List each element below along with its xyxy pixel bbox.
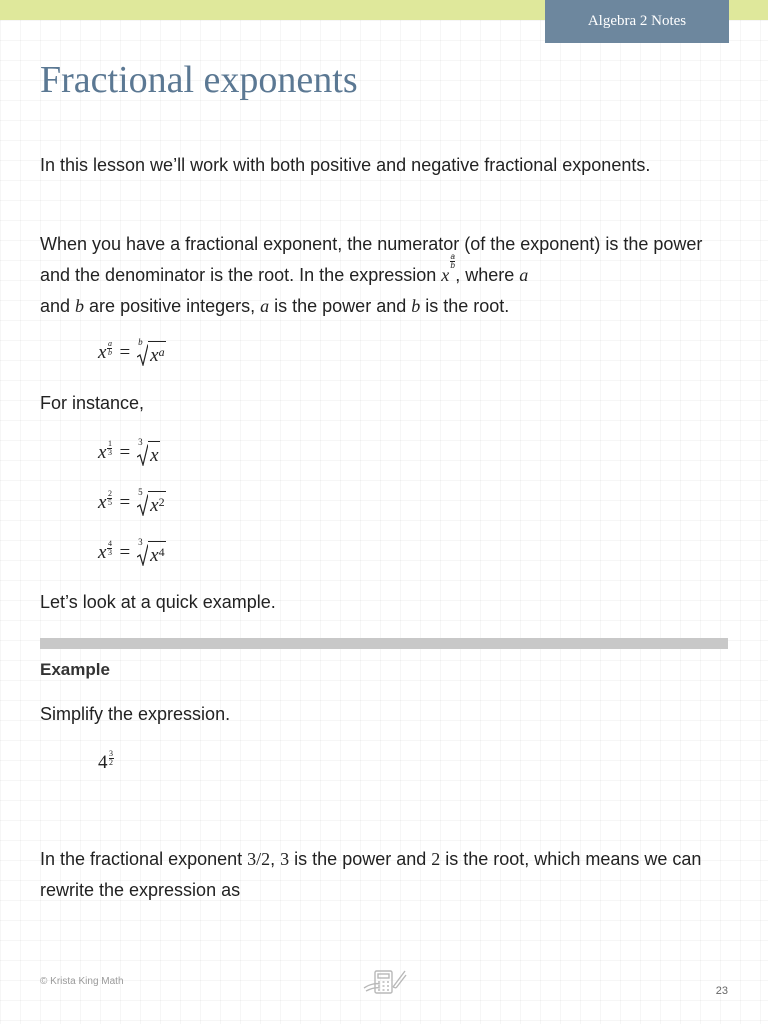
explanation-power: 3	[280, 849, 290, 869]
inline-b-var-2: b	[411, 296, 421, 316]
inline-x-var: x	[441, 265, 450, 285]
equals-sign: =	[119, 442, 131, 463]
instance-exponent-fraction	[107, 490, 112, 507]
definition-text-2: , where	[455, 265, 520, 285]
inline-b-var: b	[75, 296, 85, 316]
radical-icon	[137, 494, 148, 516]
inline-a-var: a	[519, 265, 529, 285]
radicand-power: 4	[158, 544, 165, 559]
example-heading: Example	[40, 660, 110, 679]
radical-icon	[137, 344, 148, 366]
radicand	[148, 491, 165, 516]
section-divider	[40, 638, 728, 649]
calculator-pencil-icon	[360, 966, 408, 1001]
definition-text-5: is the power and	[269, 296, 412, 316]
explanation-paragraph	[40, 844, 730, 906]
instance-base: x	[98, 492, 107, 513]
instance-equation-3	[98, 536, 166, 570]
radicand-base: x	[150, 544, 159, 566]
rule-denominator: b	[107, 347, 112, 357]
explanation-root: 2	[431, 849, 441, 869]
general-rule-equation	[98, 336, 166, 370]
radicand-power: a	[158, 344, 165, 359]
equals-sign: =	[119, 542, 131, 563]
radical-icon	[137, 544, 148, 566]
definition-text-3: and	[40, 296, 76, 316]
inline-exponent-denominator: b	[450, 261, 455, 270]
radicand-power: 2	[158, 494, 165, 509]
root-index: b	[138, 336, 143, 347]
instance-equation-2	[98, 486, 166, 520]
intro-paragraph: In this lesson we’ll work with both positive and negative fractional exponents.	[40, 155, 651, 175]
equals-sign: =	[119, 342, 131, 363]
definition-paragraph	[40, 229, 730, 322]
lead-in-text: Let’s look at a quick example.	[40, 592, 276, 612]
explanation-text-3: is the power and	[289, 849, 432, 869]
definition-text-1: When you have a fractional exponent, the numerator (of the exponent) is the power and the denominator is the root. In the expression	[40, 234, 703, 285]
page-title: Fractional exponents	[40, 59, 358, 101]
explanation-text-4: is the root, which means we can rewrite the expression as	[40, 849, 702, 900]
inline-exponent-numerator: a	[450, 252, 455, 261]
instance-base: x	[98, 542, 107, 563]
definition-text-4: are positive integers,	[84, 296, 261, 316]
root-index: 3	[138, 536, 143, 547]
inline-exponent-fraction	[450, 253, 455, 270]
rule-base: x	[98, 342, 107, 363]
root-index: 5	[138, 486, 143, 497]
header-tab	[545, 0, 729, 43]
example-numerator: 3	[109, 748, 113, 758]
instance-numerator: 1	[107, 438, 112, 448]
radicand-base: x	[150, 344, 159, 366]
example-exponent-fraction	[109, 750, 114, 767]
instance-numerator: 4	[107, 538, 112, 548]
explanation-fraction: 3/2	[247, 849, 271, 869]
example-denominator: 2	[109, 757, 113, 767]
instance-denominator: 3	[107, 547, 112, 557]
radical-sign	[137, 336, 165, 366]
inline-a-var-2: a	[260, 296, 270, 316]
example-prompt: Simplify the expression.	[40, 704, 231, 724]
instance-exponent-fraction	[107, 540, 112, 557]
instance-equation-1	[98, 436, 160, 470]
page-number: 23	[715, 985, 728, 997]
footer-copyright: © Krista King Math	[40, 976, 124, 987]
radical-sign	[137, 536, 165, 566]
for-instance-text: For instance,	[40, 393, 145, 413]
instance-exponent-fraction	[107, 440, 112, 457]
radicand-base: x	[150, 494, 159, 516]
radicand-base: x	[150, 444, 159, 466]
instance-base: x	[98, 442, 107, 463]
root-index: 3	[138, 436, 143, 447]
radicand	[148, 341, 165, 366]
definition-text-6: is the root.	[420, 296, 510, 316]
instance-numerator: 2	[107, 488, 112, 498]
radical-sign	[137, 436, 159, 466]
explanation-text-1: In the fractional exponent	[40, 849, 248, 869]
rule-exponent-fraction	[107, 340, 112, 357]
radical-sign	[137, 486, 165, 516]
instance-denominator: 5	[107, 497, 112, 507]
example-base: 4	[98, 752, 108, 773]
radicand	[148, 441, 159, 466]
explanation-text-2: ,	[270, 849, 281, 869]
header-tab-label: Algebra 2 Notes	[587, 13, 687, 29]
rule-numerator: a	[107, 338, 112, 348]
radical-icon	[137, 444, 148, 466]
instance-denominator: 3	[107, 447, 112, 457]
radicand	[148, 541, 165, 566]
equals-sign: =	[119, 492, 131, 513]
example-expression	[98, 746, 114, 780]
